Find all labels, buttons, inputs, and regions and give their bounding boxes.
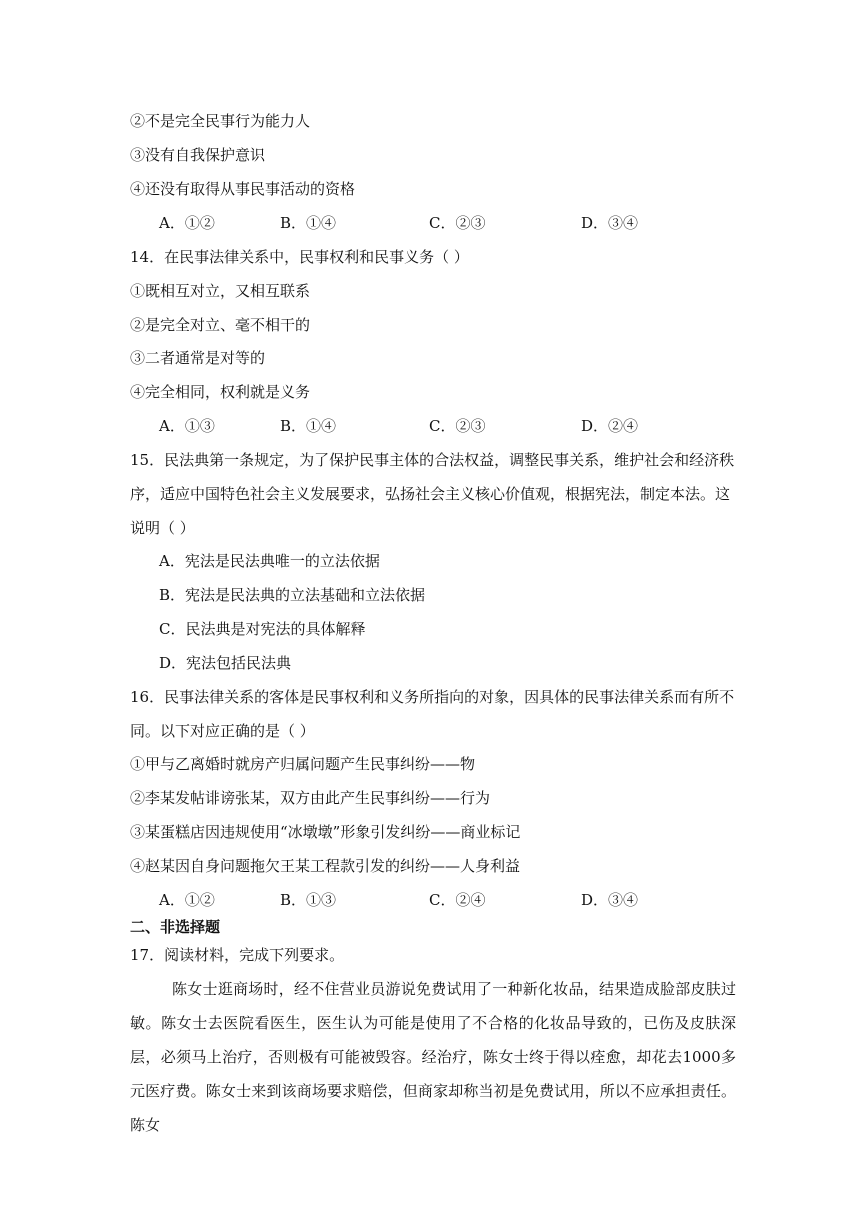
q17-stem: 17．阅读材料，完成下列要求。 — [130, 946, 345, 964]
q13-option-a[interactable]: A．①② — [159, 214, 215, 232]
q16-stem-line-1: 16．民事法律关系的客体是民事权利和义务所指向的对象，因具体的民事法律关系而有所不 — [130, 688, 735, 706]
q15-stem-line-2: 序，适应中国特色社会主义发展要求，弘扬社会主义核心价值观，根据宪法，制定本法。这 — [130, 485, 731, 503]
q16-option-d[interactable]: D．③④ — [581, 891, 639, 909]
q14-item-4: ④完全相同，权利就是义务 — [130, 383, 311, 401]
q16-item-3: ③某蛋糕店因违规使用“冰墩墩”形象引发纠纷——商业标记 — [130, 823, 521, 841]
q14-option-a[interactable]: A．①③ — [159, 417, 215, 435]
q13-option-d[interactable]: D．③④ — [581, 214, 639, 232]
q15-stem-line-1: 15．民法典第一条规定，为了保护民事主体的合法权益，调整民事关系，维护社会和经济秩 — [130, 451, 735, 469]
q17-material: 陈女士逛商场时，经不住营业员游说免费试用了一种新化妆品，结果造成脸部皮肤过敏。陈女士去医院看医生，医生认为可能是使用了不合格的化妆品导致的，已伤及皮肤深层，必须马上治疗，否则极有可能被毁容。经治疗，陈女士终于得以痊愈，却花去1000多元医疗费。陈女士来到该商场要求赔偿，但商家却称当初是免费试用，所以不应承担责任。陈女 — [130, 980, 736, 1134]
q14-item-1: ①既相互对立，又相互联系 — [130, 282, 311, 300]
section-heading: 二、非选择题 — [130, 918, 221, 936]
q16-option-a[interactable]: A．①② — [159, 891, 215, 909]
q13-item-3: ③没有自我保护意识 — [130, 146, 266, 164]
q16-item-1: ①甲与乙离婚时就房产归属问题产生民事纠纷——物 — [130, 755, 476, 773]
q14-item-2: ②是完全对立、毫不相干的 — [130, 316, 311, 334]
q13-item-4: ④还没有取得从事民事活动的资格 — [130, 180, 356, 198]
q16-option-b[interactable]: B．①③ — [280, 891, 337, 909]
q16-stem-line-2: 同。以下对应正确的是（ ） — [130, 722, 315, 740]
q15-option-a[interactable]: A．宪法是民法典唯一的立法依据 — [159, 552, 380, 570]
q14-option-c[interactable]: C．②③ — [429, 417, 486, 435]
q16-option-c[interactable]: C．②④ — [429, 891, 486, 909]
q16-item-2: ②李某发帖诽谤张某，双方由此产生民事纠纷——行为 — [130, 789, 491, 807]
q13-option-b[interactable]: B．①④ — [280, 214, 337, 232]
q14-item-3: ③二者通常是对等的 — [130, 349, 266, 367]
q13-item-2: ②不是完全民事行为能力人 — [130, 112, 311, 130]
q15-option-c[interactable]: C．民法典是对宪法的具体解释 — [159, 620, 366, 638]
q13-option-c[interactable]: C．②③ — [429, 214, 486, 232]
q14-option-b[interactable]: B．①④ — [280, 417, 337, 435]
q14-option-d[interactable]: D．②④ — [581, 417, 639, 435]
q15-option-b[interactable]: B．宪法是民法典的立法基础和立法依据 — [159, 586, 426, 604]
q15-stem-line-3: 说明（ ） — [130, 519, 195, 537]
q14-stem: 14．在民事法律关系中，民事权利和民事义务（ ） — [130, 248, 469, 266]
q15-option-d[interactable]: D．宪法包括民法典 — [159, 654, 292, 672]
q16-item-4: ④赵某因自身问题拖欠王某工程款引发的纠纷——人身利益 — [130, 857, 521, 875]
